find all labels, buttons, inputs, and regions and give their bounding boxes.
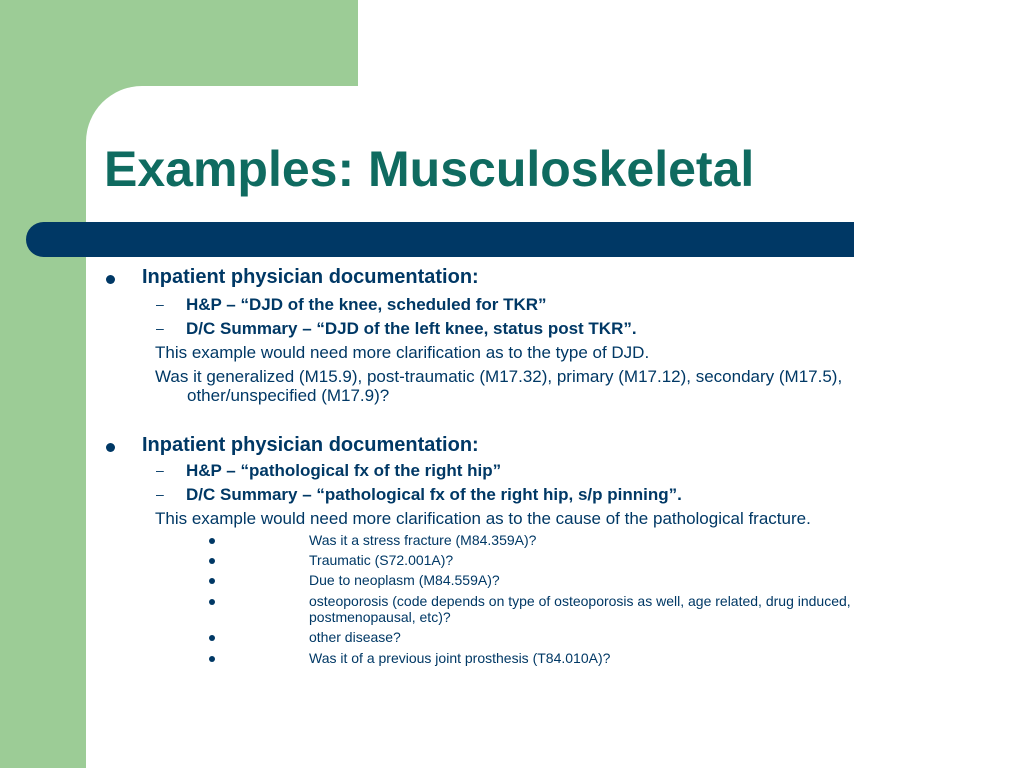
question-item: Was it of a previous joint prosthesis (T84.010A)? [309, 650, 611, 666]
small-bullet-icon [209, 656, 215, 662]
bullet-icon [106, 443, 115, 452]
small-bullet-icon [209, 578, 215, 584]
small-bullet-icon [209, 635, 215, 641]
sub-item: D/C Summary – “pathological fx of the right hip, s/p pinning”. [186, 485, 682, 504]
dash-bullet-icon: – [156, 320, 164, 336]
dash-bullet-icon: – [156, 462, 164, 478]
slide-title: Examples: Musculoskeletal [104, 141, 755, 197]
sub-item: H&P – “DJD of the knee, scheduled for TKR” [186, 295, 547, 314]
dash-bullet-icon: – [156, 486, 164, 502]
small-bullet-icon [209, 558, 215, 564]
small-bullet-icon [209, 599, 215, 605]
question-item: Due to neoplasm (M84.559A)? [309, 572, 500, 588]
sub-item: D/C Summary – “DJD of the left knee, status post TKR”. [186, 319, 637, 338]
question-item: Traumatic (S72.001A)? [309, 552, 454, 568]
note-text: Was it generalized (M15.9), post-traumatic (M17.32), primary (M17.12), secondary (M17.5), other/unspecified (M17.9)? [155, 367, 843, 405]
section-heading: Inpatient physician documentation: [142, 266, 479, 288]
bullet-icon [106, 275, 115, 284]
note-text: This example would need more clarification as to the type of DJD. [155, 343, 650, 362]
question-item: osteoporosis (code depends on type of osteoporosis as well, age related, drug induced, postmenopausal, etc)? [309, 593, 851, 625]
question-item: Was it a stress fracture (M84.359A)? [309, 532, 537, 548]
dash-bullet-icon: – [156, 296, 164, 312]
question-item: other disease? [309, 629, 401, 645]
small-bullet-icon [209, 538, 215, 544]
sub-item: H&P – “pathological fx of the right hip” [186, 461, 502, 480]
note-text: This example would need more clarification as to the cause of the pathological fracture. [155, 509, 811, 528]
section-heading: Inpatient physician documentation: [142, 434, 479, 456]
